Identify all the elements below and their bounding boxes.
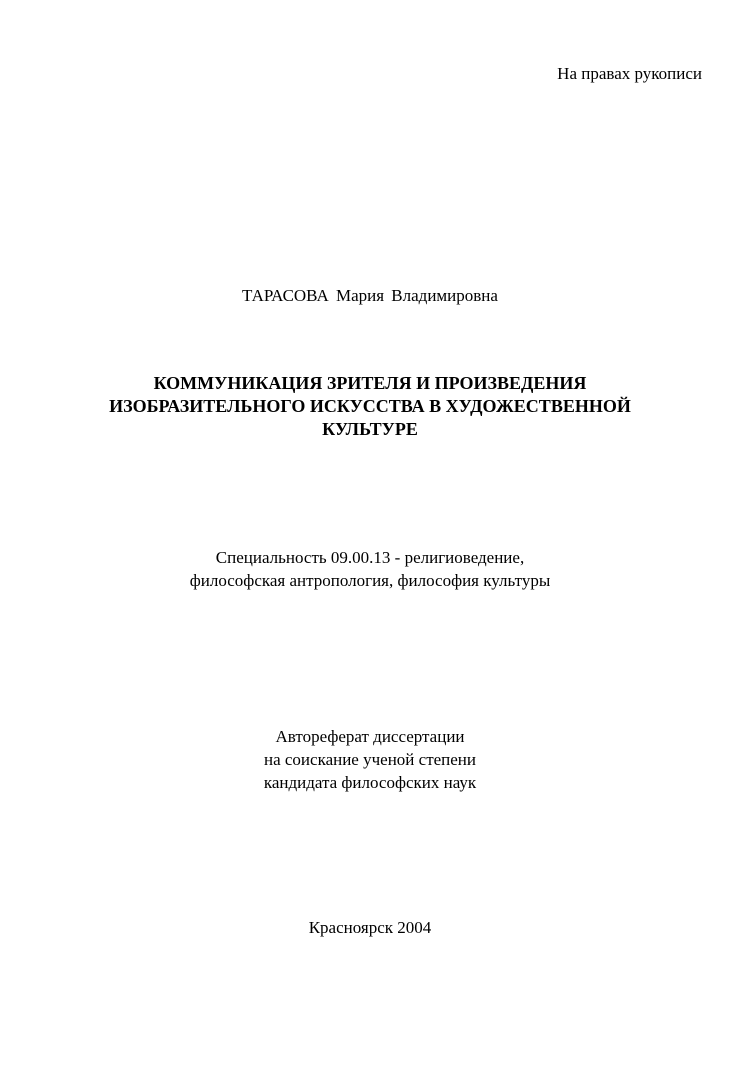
title-line: КУЛЬТУРЕ xyxy=(322,419,418,439)
specialty-block xyxy=(0,546,740,592)
abstract-line: на соискание ученой степени xyxy=(263,750,477,769)
title-line: ИЗОБРАЗИТЕЛЬНОГО ИСКУССТВА В ХУДОЖЕСТВЕННОЙ xyxy=(109,396,631,416)
dissertation-title xyxy=(0,372,740,441)
abstract-line: Автореферат диссертации xyxy=(275,727,465,746)
specialty-line: Специальность 09.00.13 - религиоведение, xyxy=(215,548,525,567)
author-name: ТАРАСОВА Мария Владимировна xyxy=(242,286,498,305)
title-line: КОММУНИКАЦИЯ ЗРИТЕЛЯ И ПРОИЗВЕДЕНИЯ xyxy=(153,373,587,393)
rights-note: На правах рукописи xyxy=(557,64,702,83)
specialty-line: философская антропология, философия культуры xyxy=(189,571,551,590)
place-year: Красноярск 2004 xyxy=(308,918,432,937)
abstract-line: кандидата философских наук xyxy=(263,773,477,792)
abstract-block xyxy=(0,725,740,794)
